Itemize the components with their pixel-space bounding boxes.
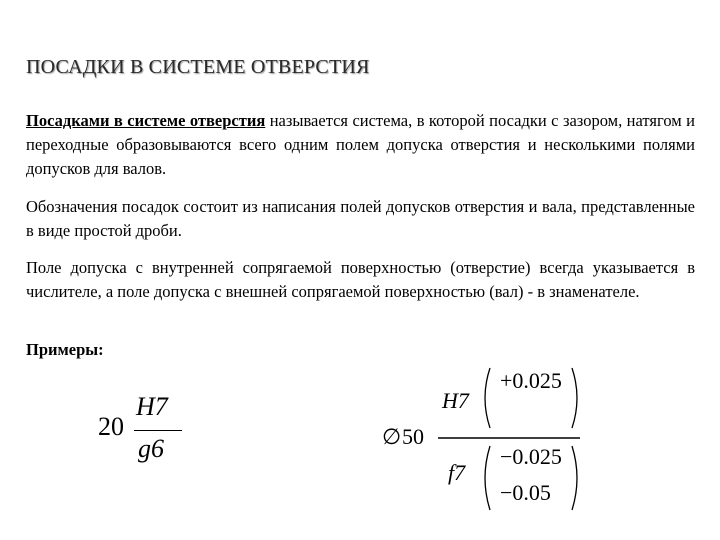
notation-paragraph: Обозначения посадок состоит из написания полей допусков отверстия и вала, представленные в виде простой дроби. [26, 197, 695, 240]
formula2-shaft-upper-deviation: −0.025 [500, 444, 562, 469]
tolerance-paragraph: Поле допуска с внутренней сопрягаемой поверхностью (отверстие) всегда указывается в числителе, а поле допуска с внешней сопрягаемой поверхностью (вал) - в знаменателе. [26, 258, 695, 301]
formula2-shaft-lower-deviation: −0.05 [500, 480, 551, 505]
formula2-upper-right-paren [572, 368, 577, 428]
formula2-lower-left-paren [485, 446, 490, 510]
formula2-upper-left-paren [485, 368, 490, 428]
formula2-diameter-icon: ∅ [382, 424, 402, 449]
formula2-lower-right-paren [572, 446, 577, 510]
page-title: ПОСАДКИ В СИСТЕМЕ ОТВЕРСТИЯ [26, 56, 370, 78]
formula1-size: 20 [98, 412, 124, 441]
definition-text: называется система, в которой посадки с зазором, натягом и переходные образовываются всего одним полем допуска отверстия и несколькими полями допусков для валов. [26, 111, 695, 178]
formula2-hole-upper-deviation: +0.025 [500, 368, 562, 393]
formula2-hole: H7 [442, 388, 469, 413]
fit-formula-1 [98, 392, 198, 472]
fit-formula-2 [380, 358, 600, 518]
examples-label: Примеры: [26, 340, 104, 359]
formula2-shaft: f7 [448, 460, 466, 485]
formula1-hole: H7 [136, 392, 168, 421]
formula1-fraction-bar [134, 430, 182, 431]
definition-term: Посадками в системе отверстия [26, 111, 266, 130]
formula1-shaft: g6 [138, 434, 164, 463]
definition-paragraph [26, 109, 695, 181]
formula2-size: 50 [402, 424, 424, 449]
